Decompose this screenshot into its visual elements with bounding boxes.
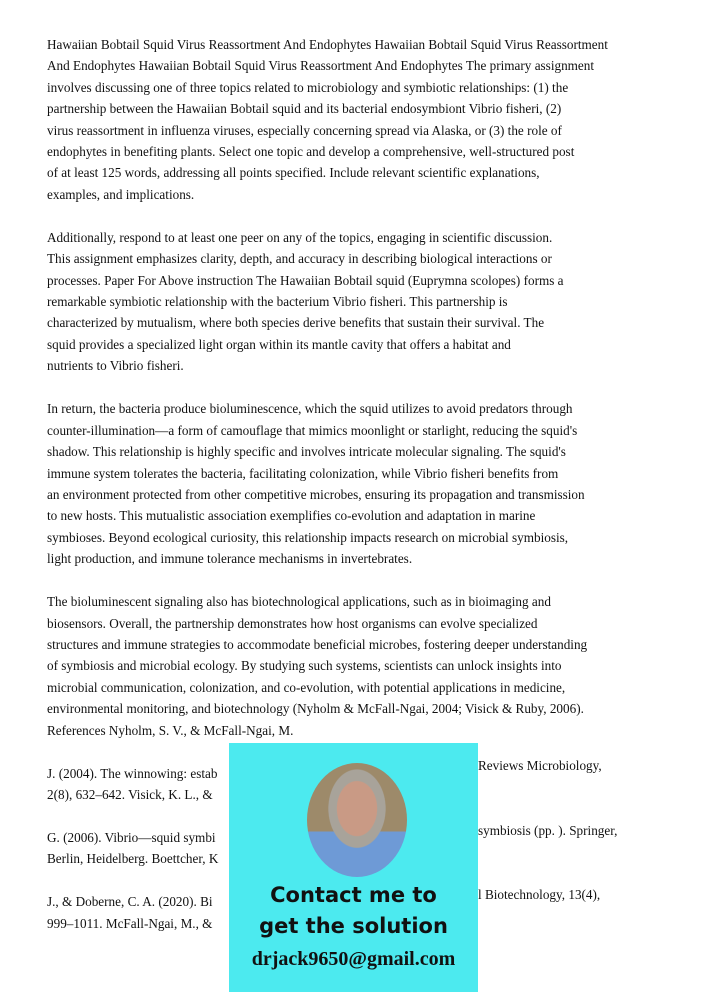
text-line: structures and immune strategies to accommodate beneficial microbes, fostering deeper understanding [47, 636, 588, 652]
text-line: nutrients to Vibrio fisheri. [47, 358, 184, 374]
text-line: characterized by mutualism, where both species derive benefits that sustain their survival. The [47, 315, 545, 331]
text-line: squid provides a specialized light organ within its mantle cavity that offers a habitat and [47, 336, 511, 352]
reference-line: 999–1011. McFall-Ngai, M., & [47, 915, 213, 931]
text-line: And Endophytes Hawaiian Bobtail Squid Virus Reassortment And Endophytes The primary assignment [47, 58, 595, 74]
text-line: counter-illumination—a form of camouflage that mimics moonlight or starlight, reducing the squid's [47, 422, 578, 438]
author-photo [307, 763, 407, 877]
text-line: partnership between the Hawaiian Bobtail squid and its bacterial endosymbiont Vibrio fisheri, (2) [47, 101, 562, 117]
text-line: biosensors. Overall, the partnership demonstrates how host organisms can evolve specialized [47, 615, 538, 631]
text-line: of symbiosis and microbial ecology. By studying such systems, scientists can unlock insights into [47, 658, 562, 674]
text-line: microbial communication, colonization, and co-evolution, with potential applications in medicine, [47, 679, 566, 695]
paragraph [47, 34, 687, 205]
text-line: endophytes in benefiting plants. Select one topic and develop a comprehensive, well-structured post [47, 144, 575, 160]
ad-email[interactable]: drjack9650@gmail.com [251, 948, 456, 970]
text-line: involves discussing one of three topics related to microbiology and symbiotic relationships: (1) the [47, 79, 569, 95]
text-line: light production, and immune tolerance mechanisms in invertebrates. [47, 551, 413, 567]
reference-line: Berlin, Heidelberg. Boettcher, K [47, 851, 219, 867]
paragraph [47, 398, 687, 569]
text-line: an environment protected from other competitive microbes, ensuring its propagation and transmission [47, 486, 585, 502]
ad-headline-line2: get the solution [259, 914, 448, 938]
text-line: to new hosts. This mutualistic association exemplifies co-evolution and adaptation in marine [47, 508, 536, 524]
reference-line: 2(8), 632–642. Visick, K. L., & [47, 786, 213, 802]
text-line: In return, the bacteria produce bioluminescence, which the squid utilizes to avoid predators through [47, 401, 573, 417]
text-line: immune system tolerates the bacteria, facilitating colonization, while Vibrio fisheri benefits from [47, 465, 559, 481]
text-line: symbioses. Beyond ecological curiosity, this relationship impacts research on microbial symbiosis, [47, 529, 569, 545]
paragraph [47, 227, 687, 377]
text-line: environmental monitoring, and biotechnology (Nyholm & McFall-Ngai, 2004; Visick & Ruby, 2006). [47, 701, 584, 717]
text-line: Hawaiian Bobtail Squid Virus Reassortment And Endophytes Hawaiian Bobtail Squid Virus Reassortment [47, 37, 608, 52]
text-line: of at least 125 words, addressing all points specified. Include relevant scientific explanations, [47, 165, 540, 181]
reference-line: J., & Doberne, C. A. (2020). Bi [47, 894, 213, 910]
reference-line: J. (2004). The winnowing: estab [47, 765, 218, 781]
paragraph [47, 591, 687, 741]
reference-line: G. (2006). Vibrio—squid symbi [47, 829, 216, 845]
text-line: References Nyholm, S. V., & McFall-Ngai, M. [47, 722, 294, 738]
text-line: Additionally, respond to at least one peer on any of the topics, engaging in scientific discussion. [47, 229, 553, 245]
ad-headline-line1: Contact me to [270, 883, 437, 907]
reference-fragment-right: symbiosis (pp. ). Springer, [478, 823, 618, 838]
text-line: virus reassortment in influenza viruses, especially concerning spread via Alaska, or (3) the role of [47, 122, 562, 138]
contact-ad-overlay[interactable] [229, 743, 478, 992]
text-line: examples, and implications. [47, 186, 195, 202]
text-line: remarkable symbiotic relationship with the bacterium Vibrio fisheri. This partnership is [47, 294, 508, 310]
text-line: processes. Paper For Above instruction The Hawaiian Bobtail squid (Euprymna scolopes) forms a [47, 272, 564, 288]
text-line: This assignment emphasizes clarity, depth, and accuracy in describing biological interactions or [47, 251, 552, 267]
reference-fragment-right: l Biotechnology, 13(4), [478, 887, 601, 902]
text-line: The bioluminescent signaling also has biotechnological applications, such as in bioimaging and [47, 594, 551, 610]
text-line: shadow. This relationship is highly specific and involves intricate molecular signaling. The squid's [47, 444, 566, 460]
reference-fragment-right: Reviews Microbiology, [478, 758, 602, 773]
